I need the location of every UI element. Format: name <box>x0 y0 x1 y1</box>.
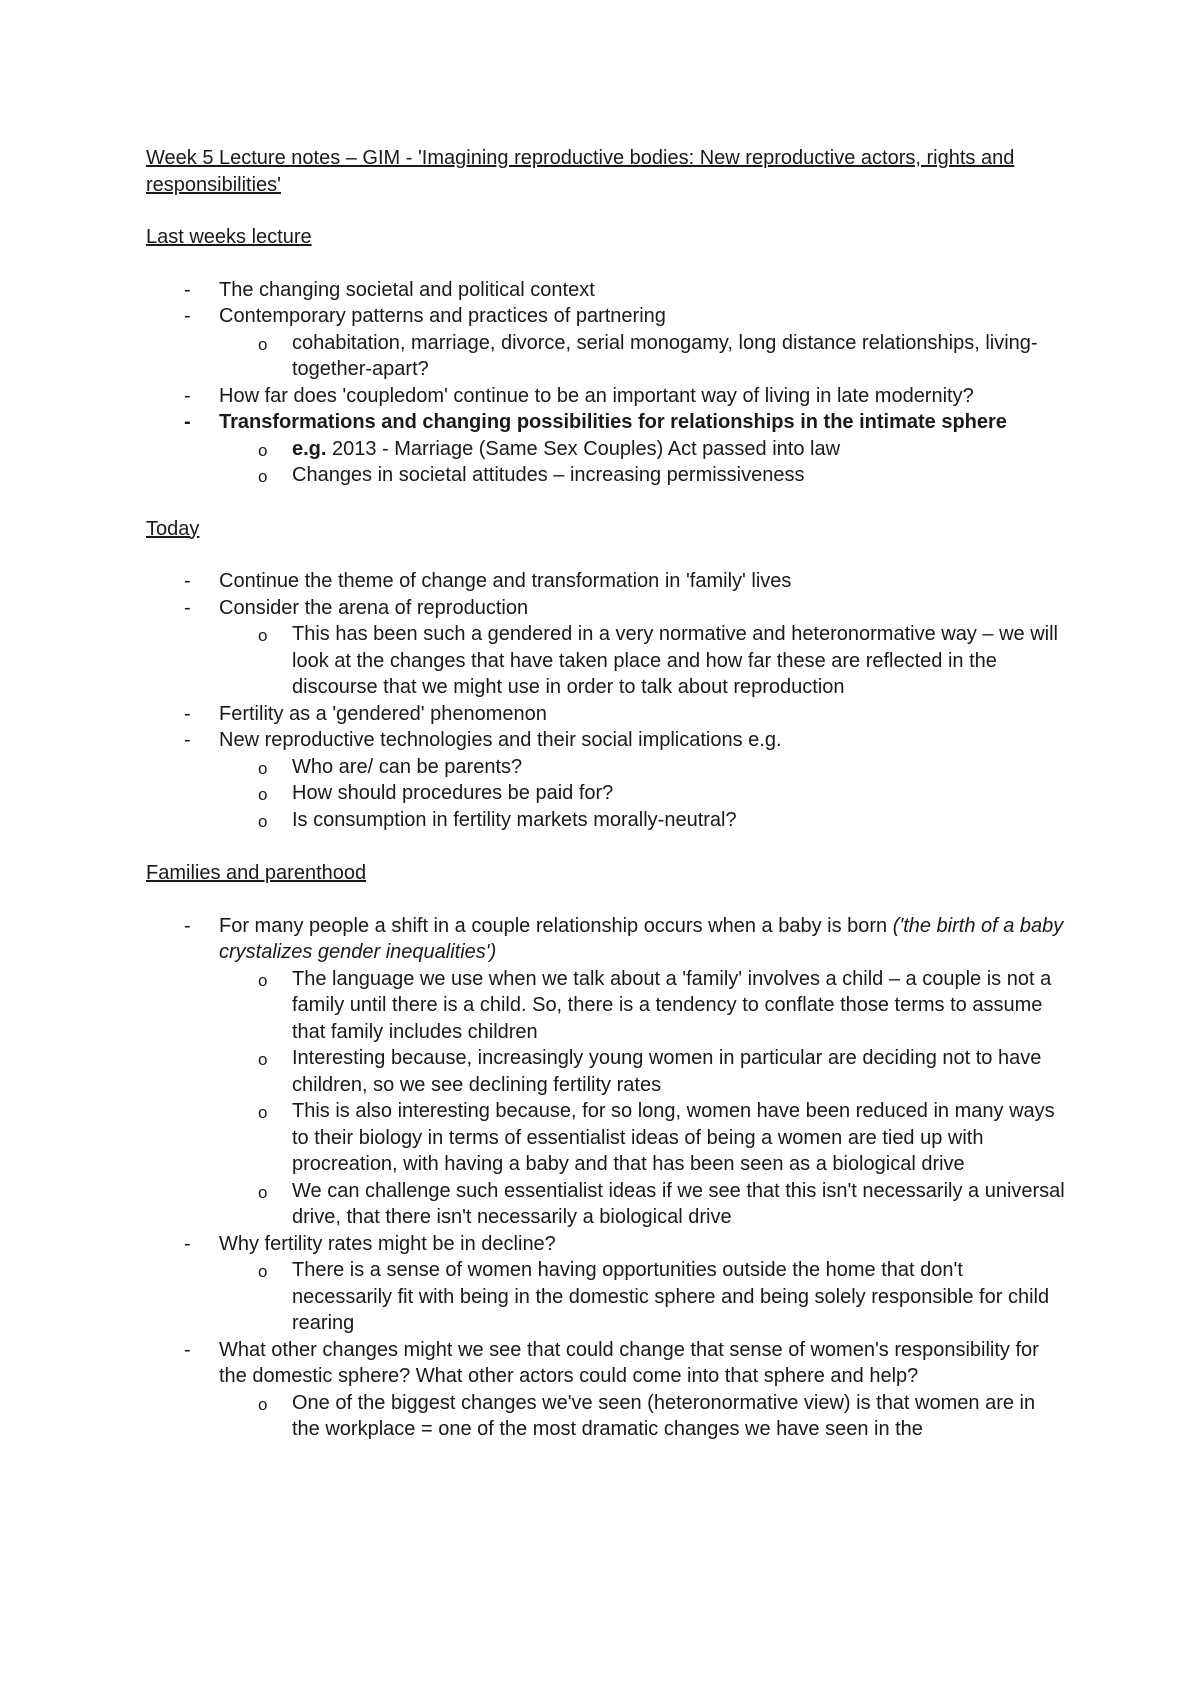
sub-list-item: o This is also interesting because, for so long, women have been reduced in many ways to their biology in terms of essentialist ideas of being a women are tied up with procreation, with having a baby and that has been seen as a biological drive <box>258 1100 1055 1175</box>
sub-list-item: o There is a sense of women having opportunities outside the home that don't necessarily fit with being in the domestic sphere and being solely responsible for child rearing <box>258 1259 1050 1334</box>
sub-list-item: o This has been such a gendered in a very normative and heteronormative way – we will look at the changes that have taken place and how far these are reflected in the discourse that we might use in order to talk about reproduction <box>258 623 1058 698</box>
sub-list-item: o cohabitation, marriage, divorce, serial monogamy, long distance relationships, living-together-apart? <box>258 331 1038 380</box>
list-item: - Contemporary patterns and practices of partnering <box>146 303 1066 330</box>
section-heading-last-week: Last weeks lecture <box>146 226 312 248</box>
list-item: - What other changes might we see that could change that sense of women's responsibility for the domestic sphere? What other actors could come into that sphere and help? <box>184 1338 1039 1387</box>
list-item: - Transformations and changing possibilities for relationships in the intimate sphere <box>146 409 1066 436</box>
circle-bullet: o <box>258 334 268 354</box>
dash-bullet: - <box>184 1232 191 1255</box>
dash-bullet: - <box>184 570 191 592</box>
circle-bullet: o <box>258 467 268 486</box>
sub-list-item: o Changes in societal attitudes – increasing permissiveness <box>146 462 1066 489</box>
dash-bullet: - <box>184 384 191 407</box>
dash-bullet: - <box>184 411 191 433</box>
dash-bullet: - <box>184 596 191 619</box>
list-item: - New reproductive technologies and their social implications e.g. <box>146 727 1066 754</box>
families-list <box>146 913 1066 1443</box>
sub-list-item: o Interesting because, increasingly young women in particular are deciding not to have children, so we see declining fertility rates <box>258 1047 1042 1096</box>
list-item: - For many people a shift in a couple relationship occurs when a baby is born ('the birth of a baby crystalizes gender inequalities') <box>184 914 1064 963</box>
dash-bullet: - <box>184 702 191 725</box>
list-item: - The changing societal and political context <box>146 277 1066 304</box>
list-item: - Why fertility rates might be in decline? <box>146 1231 1066 1258</box>
sub-list-item: o The language we use when we talk about a 'family' involves a child – a couple is not a family until there is a child. So, there is a tendency to conflate those terms to assume that family includes children <box>258 967 1052 1043</box>
list-item: - How far does 'coupledom' continue to be an important way of living in late modernity? <box>146 383 1066 410</box>
last-week-list <box>146 277 1066 489</box>
section-heading-families: Families and parenthood <box>146 862 367 884</box>
circle-bullet: o <box>258 785 268 804</box>
list-item: - Fertility as a 'gendered' phenomenon <box>146 701 1066 728</box>
document-body <box>146 145 1066 1443</box>
circle-bullet: o <box>258 758 268 778</box>
sub-list-item: o Is consumption in fertility markets morally-neutral? <box>146 807 1066 834</box>
dash-bullet: - <box>184 914 191 937</box>
sub-list-item: o One of the biggest changes we've seen (heteronormative view) is that women are in the workplace = one of the most dramatic changes we have seen in the <box>258 1391 1036 1440</box>
circle-bullet: o <box>258 1262 268 1281</box>
circle-bullet: o <box>258 1394 268 1414</box>
sub-list-item: o We can challenge such essentialist ideas if we see that this isn't necessarily a universal drive, that there isn't necessarily a biological drive <box>258 1179 1065 1228</box>
dash-bullet: - <box>184 278 191 301</box>
list-item: - Continue the theme of change and transformation in 'family' lives <box>146 568 1066 595</box>
dash-bullet: - <box>184 729 191 751</box>
section-heading-today: Today <box>146 517 200 540</box>
today-list <box>146 568 1066 833</box>
circle-bullet: o <box>258 1050 268 1069</box>
circle-bullet: o <box>258 1103 268 1122</box>
dash-bullet: - <box>184 305 191 327</box>
dash-bullet: - <box>184 1338 191 1361</box>
circle-bullet: o <box>258 811 268 831</box>
circle-bullet: o <box>258 970 268 990</box>
page-title: Week 5 Lecture notes – GIM - 'Imagining reproductive bodies: New reproductive actors, rights and responsibilities' <box>146 147 1015 196</box>
circle-bullet: o <box>258 1182 268 1202</box>
sub-list-item: o Who are/ can be parents? <box>146 754 1066 781</box>
list-item: - Consider the arena of reproduction <box>146 595 1066 622</box>
sub-list-item: o e.g. 2013 - Marriage (Same Sex Couples) Act passed into law <box>146 436 1066 463</box>
circle-bullet: o <box>258 440 268 460</box>
sub-list-item: o How should procedures be paid for? <box>146 780 1066 807</box>
circle-bullet: o <box>258 626 268 645</box>
